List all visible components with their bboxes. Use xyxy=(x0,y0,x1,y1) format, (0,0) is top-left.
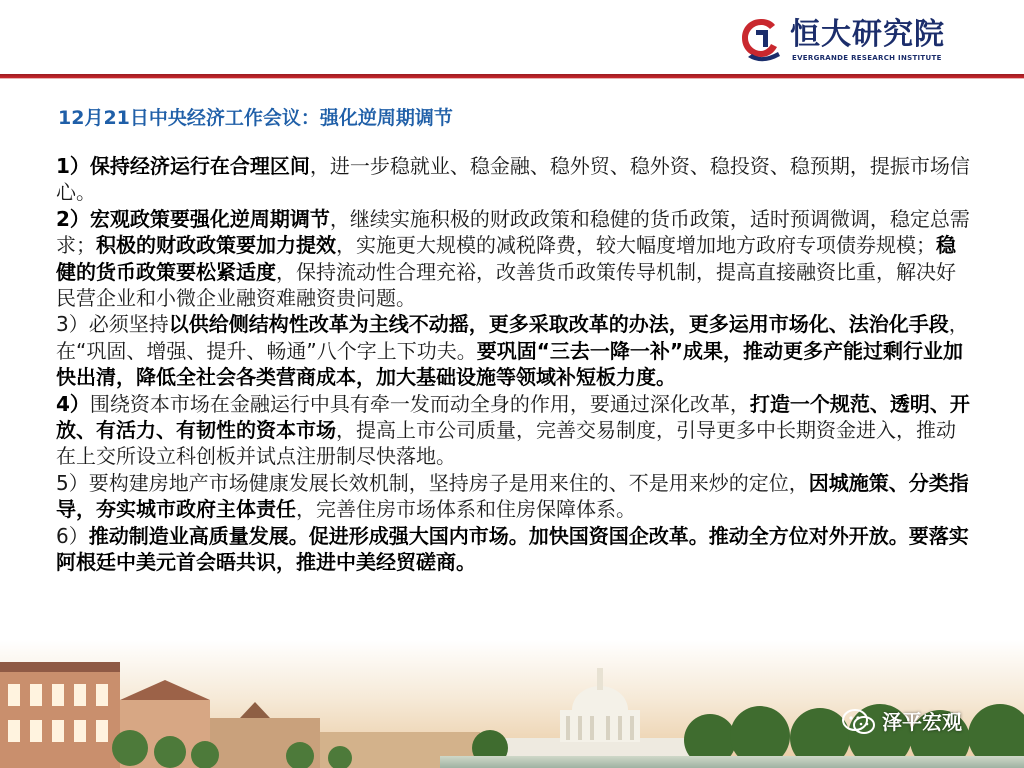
slide-title: 12月21日中央经济工作会议：强化逆周期调节 xyxy=(58,107,453,129)
footer-landscape-image xyxy=(0,640,1024,768)
bold-text-run: 稳健的货币政策要松紧适度 xyxy=(56,233,956,284)
wechat-account-name: 泽平宏观 xyxy=(882,710,962,734)
text-run: ，提高上市公司质量，完善交易制度，引导更多中长期资金进入，推动在上交所设立科创板并试点注册制尽快落地。 xyxy=(56,418,956,469)
slide-body xyxy=(56,153,970,576)
bullet-paragraph xyxy=(56,153,970,206)
text-run: ，保持流动性合理充裕，改善货币政策传导机制，提高直接融资比重，解决好民营企业和小微企业融资难融资贵问题。 xyxy=(56,259,956,311)
text-run: 围绕资本市场在金融运行中具有牵一发而动全身的作用，要通过深化改革， xyxy=(89,391,750,416)
logo-english-text: EVERGRANDE RESEARCH INSTITUTE xyxy=(792,54,942,62)
bold-text-run: 要巩固“三去一降一补”成果，推动更多产能过剩行业加快出清，降低全社会各类营商成本，加大基础设施等领域补短板力度。 xyxy=(56,338,964,390)
evergrande-logo-icon xyxy=(738,16,784,62)
bullet-paragraph xyxy=(56,206,970,312)
bullet-paragraph xyxy=(56,311,970,390)
bold-text-run: 4） xyxy=(56,391,90,416)
text-run: ，继续实施积极的财政政策和稳健的货币政策，适时预调微调，稳定总需求； xyxy=(56,206,970,258)
text-run: ，在“巩固、增强、提升、畅通”八个字上下功夫。 xyxy=(56,312,969,363)
bullet-paragraph xyxy=(56,470,970,523)
text-run: ，完善住房市场体系和住房保障体系。 xyxy=(296,497,636,522)
wechat-icon xyxy=(842,708,876,736)
bullet-paragraph xyxy=(56,391,970,470)
header-divider-thin xyxy=(0,78,1024,79)
text-run: ，实施更大规模的减税降费，较大幅度增加地方政府专项债券规模； xyxy=(336,233,936,258)
bold-text-run: 因城施策、分类指导，夯实城市政府主体责任 xyxy=(56,470,969,522)
evergrande-logo xyxy=(738,16,945,72)
bold-text-run: 积极的财政政策要加力提效 xyxy=(96,233,336,258)
footer-banner xyxy=(0,640,1024,768)
text-run: 6） xyxy=(56,523,89,548)
text-run: 3）必须坚持 xyxy=(56,312,169,337)
bullet-paragraph xyxy=(56,523,970,576)
slide-header xyxy=(0,0,1024,80)
logo-chinese-text: 恒大研究院 xyxy=(790,17,945,52)
bold-text-run: 推动制造业高质量发展。促进形成强大国内市场。加快国资国企改革。推动全方位对外开放。要落实阿根廷中美元首会晤共识，推进中美经贸磋商。 xyxy=(56,523,969,575)
text-run: ，进一步稳就业、稳金融、稳外贸、稳外资、稳投资、稳预期，提振市场信心。 xyxy=(56,154,970,205)
bold-text-run: 打造一个规范、透明、开放、有活力、有韧性的资本市场 xyxy=(56,391,970,443)
bold-text-run: 1）保持经济运行在合理区间 xyxy=(56,154,310,178)
bold-text-run: 以供给侧结构性改革为主线不动摇，更多采取改革的办法，更多运用市场化、法治化手段 xyxy=(168,312,949,337)
bold-text-run: 2）宏观政策要强化逆周期调节 xyxy=(56,206,330,231)
text-run: 5）要构建房地产市场健康发展长效机制，坚持房子是用来住的、不是用来炒的定位， xyxy=(56,470,809,495)
